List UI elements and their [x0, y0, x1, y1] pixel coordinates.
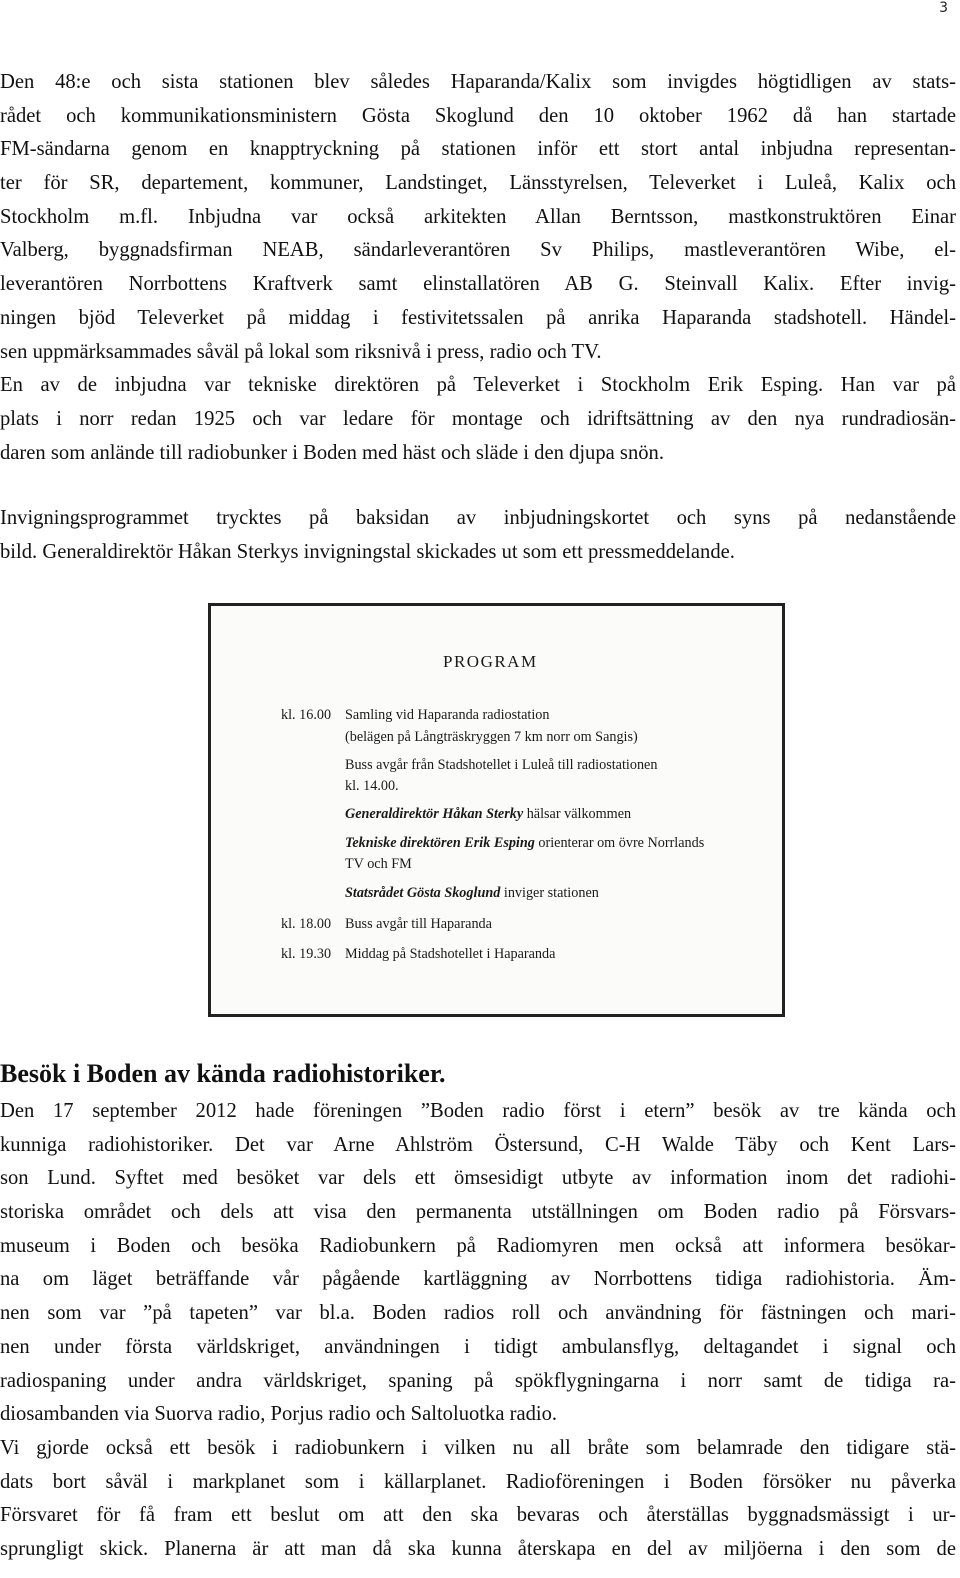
program-item: (belägen på Långträskryggen 7 km norr om Sangis)	[345, 729, 638, 745]
page-number: 3	[939, 0, 948, 16]
section-line: Den 17 september 2012 hade föreningen ”Boden radio först i etern” besök av tre kända och	[0, 1100, 956, 1122]
speaker-name: Statsrådet Gösta Skoglund	[345, 885, 501, 901]
intro-line: ningen bjöd Televerket på middag i festivitetssalen på anrika Haparanda stadshotell. Händel-	[0, 306, 956, 329]
intro-line: En av de inbjudna var tekniske direktören på Televerket i Stockholm Erik Esping. Han var på	[0, 374, 956, 397]
speaker-name: Generaldirektör Håkan Sterky	[345, 806, 524, 822]
section-line: nen under första världskriget, användningen i tidigt ambulansflyg, deltagandet i signal och	[0, 1335, 956, 1358]
program-item: kl. 14.00.	[345, 778, 399, 794]
intro-line: Den 48:e och sista stationen blev således Haparanda/Kalix som invigdes högtidligen av stats-	[0, 71, 956, 93]
program-item: Middag på Stadshotellet i Haparanda	[345, 946, 556, 962]
program-time: kl. 19.30	[281, 946, 332, 962]
program-time: kl. 18.00	[281, 916, 332, 932]
program-time: kl. 16.00	[281, 707, 332, 723]
section-heading: Besök i Boden av kända radiohistoriker.	[0, 1059, 446, 1088]
intro-line: rådet och kommunikationsministern Gösta Skoglund den 10 oktober 1962 då han startade	[0, 104, 956, 127]
speaker-role: orienterar om övre Norrlands	[538, 835, 705, 851]
section-line: museum i Boden och besöka Radiobunkern på Radiomyren men också att informera besökar-	[0, 1234, 956, 1257]
speaker-name: Tekniske direktören Erik Esping	[345, 835, 535, 851]
program-speaker	[345, 835, 704, 852]
section-line: diosambanden via Suorva radio, Porjus radio och Saltoluotka radio.	[0, 1403, 558, 1426]
program-item: TV och FM	[345, 856, 412, 872]
section-line: son Lund. Syftet med besöket var dels ett ömsesidigt utbyte av information inom det radiohi-	[0, 1167, 956, 1190]
intro-line: Valberg, byggnadsfirman NEAB, sändarleverantören Sv Philips, mastleverantören Wibe, el-	[0, 239, 956, 262]
speaker-role: hälsar välkommen	[526, 806, 632, 822]
program-speaker	[345, 806, 631, 823]
program-item: Buss avgår från Stadshotellet i Luleå till radiostationen	[345, 757, 658, 773]
section-line: sprungligt skick. Planerna är att man då ska kunna återskapa en del av miljöerna i den som de	[0, 1537, 956, 1560]
program-item: Samling vid Haparanda radiostation	[345, 707, 550, 723]
intro-line: FM-sändarna genom en knapptryckning på stationen inför ett stort antal inbjudna representan-	[0, 138, 956, 161]
section-line: kunniga radiohistoriker. Det var Arne Ahlström Östersund, C-H Walde Täby och Kent Lars-	[0, 1133, 956, 1156]
section-paragraph	[0, 1095, 956, 1567]
intro-line: leverantören Norrbottens Kraftverk samt elinstallatören AB G. Steinvall Kalix. Efter invig-	[0, 273, 956, 296]
section-line: dats bort såväl i markplanet som i källarplanet. Radioföreningen i Boden försöker nu påverka	[0, 1470, 956, 1493]
program-title: PROGRAM	[443, 652, 538, 671]
intro-line: ter för SR, departement, kommuner, Landstinget, Länsstyrelsen, Televerket i Luleå, Kalix och	[0, 172, 956, 195]
intro-line: sen uppmärksammades såväl på lokal som riksnivå i press, radio och TV.	[0, 340, 602, 363]
section-line: Försvaret för få fram ett beslut om att den ska bevaras och återställas byggnadsmässigt i ur-	[0, 1504, 956, 1527]
program-card-image	[208, 603, 785, 1017]
intro-line: Stockholm m.fl. Inbjudna var också arkitekten Allan Berntsson, mastkonstruktören Einar	[0, 205, 956, 228]
intro-line: daren som anlände till radiobunker i Boden med häst och släde i den djupa snön.	[0, 441, 664, 464]
program-intro-paragraph	[0, 502, 956, 569]
section-line: Vi gjorde också ett besök i radiobunkern i vilken nu all bråte som belamrade den tidigare stä-	[0, 1436, 956, 1459]
intro-line: plats i norr redan 1925 och var ledare för montage och idriftsättning av den nya rundradiosän-	[0, 407, 956, 430]
program-intro-line: Invigningsprogrammet trycktes på baksidan av inbjudningskortet och syns på nedanstående	[0, 507, 956, 529]
program-speaker	[345, 885, 599, 902]
program-intro-line: bild. Generaldirektör Håkan Sterkys invigningstal skickades ut som ett pressmeddelande.	[0, 540, 735, 563]
intro-paragraph	[0, 66, 956, 470]
section-line: radiospaning under andra världskriget, spaning på spökflygningarna i norr samt de tidiga ra-	[0, 1369, 956, 1392]
section-line: na om läget beträffande vår pågående kartläggning av Norrbottens tidiga radiohistoria. Äm-	[0, 1268, 956, 1291]
speaker-role: inviger stationen	[503, 885, 599, 901]
section-line: nen som var ”på tapeten” var bl.a. Boden radios roll och användning för fästningen och mari-	[0, 1302, 956, 1325]
section-line: storiska området och dels att visa den permanenta utställningen om Boden radio på Försvars-	[0, 1201, 956, 1224]
program-item: Buss avgår till Haparanda	[345, 916, 492, 932]
